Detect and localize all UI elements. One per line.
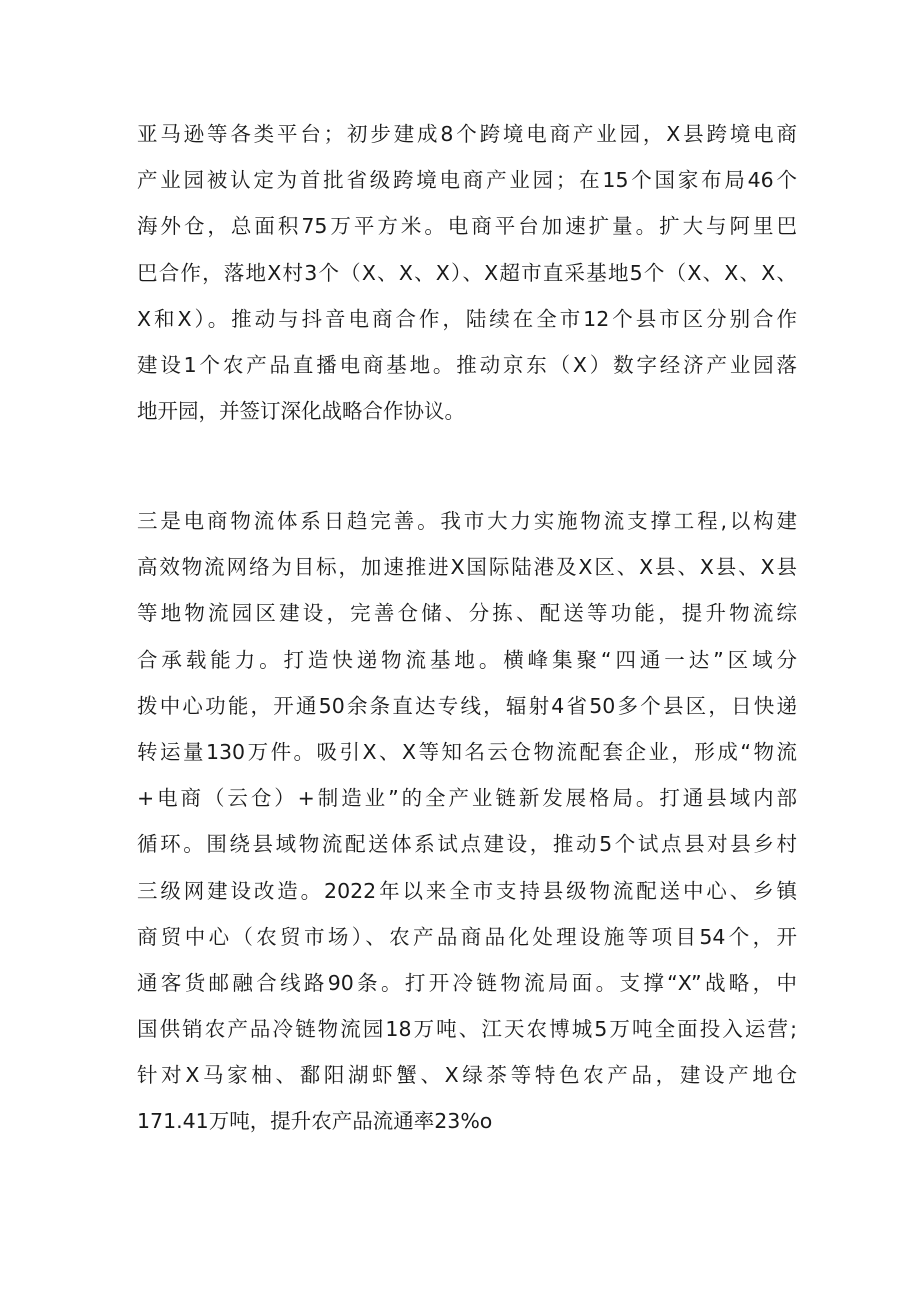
paragraph-ecommerce-platforms	[137, 111, 797, 434]
text-line: 建设1个农产品直播电商基地。推动京东（X）数字经济产业园落	[137, 352, 797, 377]
text-line: 三级网建设改造。2022年以来全市支持县级物流配送中心、乡镇	[137, 878, 797, 903]
text-line: 合承载能力。打造快递物流基地。横峰集聚“四通一达”区域分	[137, 647, 797, 672]
text-line: 亚马逊等各类平台；初步建成8个跨境电商产业园，X县跨境电商	[137, 122, 797, 146]
text-line: 商贸中心（农贸市场）、农产品商品化处理设施等项目54个，开	[137, 924, 797, 949]
text-line: 巴合作，落地X村3个（X、X、X）、X超市直采基地5个（X、X、X、	[137, 260, 797, 285]
text-line: 产业园被认定为首批省级跨境电商产业园；在15个国家布局46个	[137, 168, 797, 193]
text-line: 通客货邮融合线路90条。打开冷链物流局面。支撑“X”战略，中	[137, 970, 797, 995]
text-line: +电商（云仓）+制造业”的全产业链新发展格局。打通县域内部	[137, 786, 797, 811]
text-line: 等地物流园区建设，完善仓储、分拣、配送等功能，提升物流综	[137, 601, 797, 626]
text-line: 海外仓，总面积75万平方米。电商平台加速扩量。扩大与阿里巴	[137, 214, 797, 239]
text-line: 拨中心功能，开通50余条直达专线，辐射4省50多个县区，日快递	[137, 693, 797, 718]
text-line: 高效物流网络为目标，加速推进X国际陆港及X区、X县、X县、X县	[137, 555, 797, 580]
text-line: 国供销农产品冷链物流园18万吨、江天农博城5万吨全面投入运营;	[137, 1017, 797, 1042]
text-line: 三是电商物流体系日趋完善。我市大力实施物流支撑工程,以构建	[137, 509, 797, 533]
text-line: 循环。围绕县域物流配送体系试点建设，推动5个试点县对县乡村	[137, 832, 797, 857]
text-line: 地开园，并签订深化战略合作协议。	[137, 399, 465, 424]
paragraph-logistics-system	[137, 498, 797, 1145]
text-line: X和X）。推动与抖音电商合作，陆续在全市12个县市区分别合作	[137, 306, 797, 331]
text-line: 转运量130万件。吸引X、X等知名云仓物流配套企业，形成“物流	[137, 739, 797, 764]
text-line: 针对X马家柚、鄱阳湖虾蟹、X绿茶等特色农产品，建设产地仓	[137, 1063, 797, 1088]
text-line: 171.41万吨，提升农产品流通率23%o	[137, 1109, 493, 1134]
